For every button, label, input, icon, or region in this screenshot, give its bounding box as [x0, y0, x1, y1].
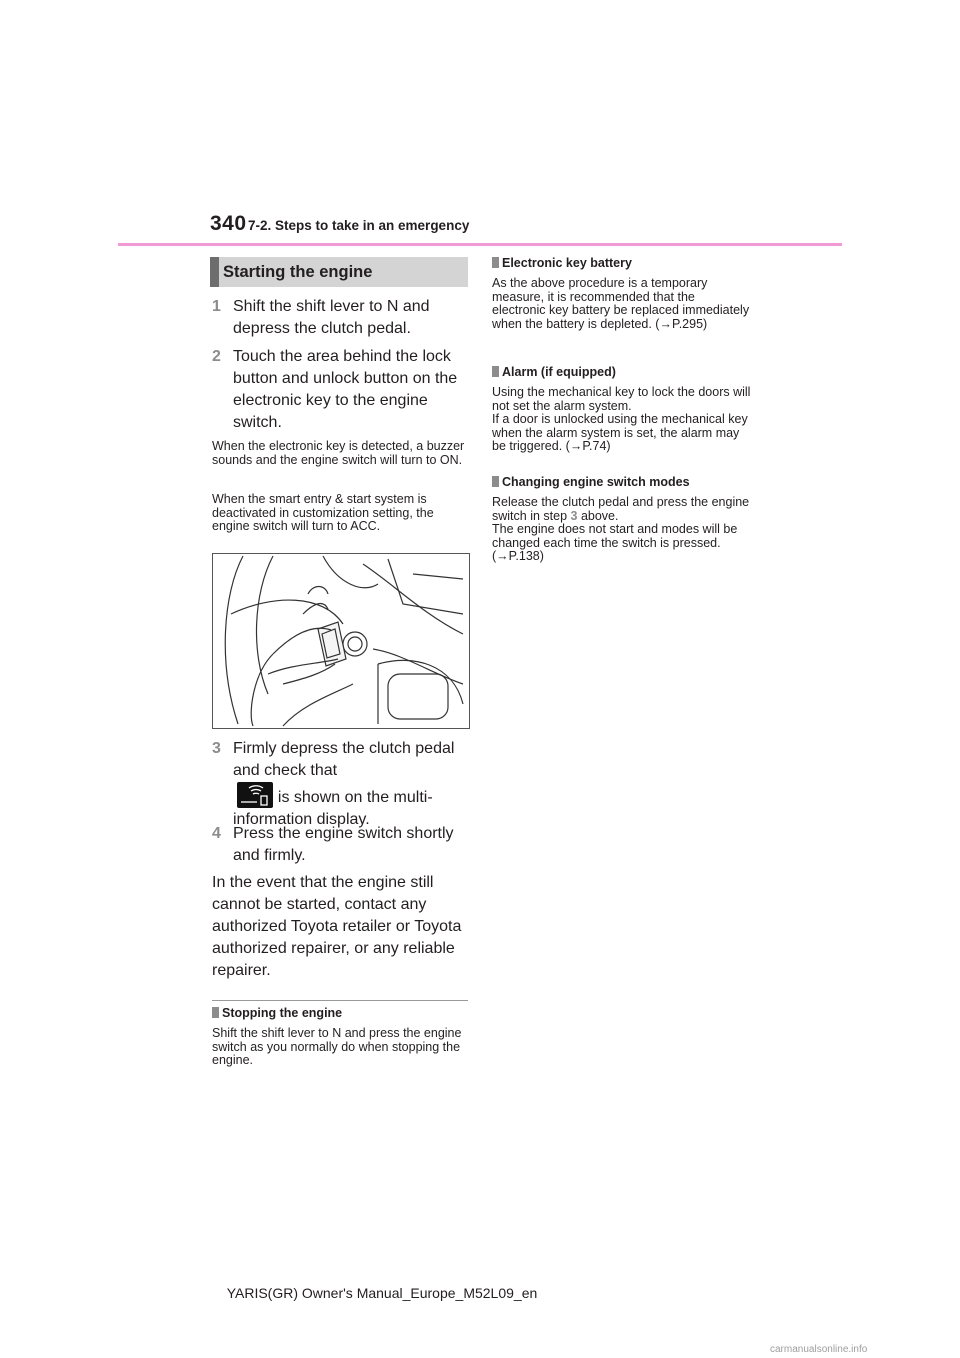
- alarm-text-2: If a door is unlocked using the mechanical key when the alarm system is set, the alarm may be triggered. (→P.74): [492, 412, 748, 453]
- battery-text: As the above procedure is a temporary measure, it is recommended that the electronic key battery be replaced immediately when the battery is depleted. (→P.295): [492, 276, 750, 331]
- section-title: 7-2. Steps to take in an emergency: [248, 218, 470, 233]
- hand-holding-key-illustration: [213, 554, 469, 728]
- step-number: 4: [212, 825, 221, 842]
- watermark: carmanualsonline.info: [770, 1344, 868, 1355]
- note-key-detected: When the electronic key is detected, a buzzer sounds and the engine switch will turn to ON.: [212, 439, 465, 467]
- section-heading-bar: [210, 257, 219, 287]
- engine-switch-illustration: [212, 553, 470, 729]
- closing-paragraph: In the event that the engine still cannot be started, contact any authorized Toyota retailer or Toyota authorized repairer, or any reliable repairer.: [212, 874, 462, 979]
- key-near-engine-switch-icon: [237, 782, 273, 808]
- step-text: Shift the shift lever to N and depress the clutch pedal.: [233, 298, 430, 337]
- page-number: 340: [210, 212, 247, 235]
- stopping-text: Shift the shift lever to N and press the engine switch as you normally do when stopping the engine.: [212, 1026, 462, 1067]
- square-bullet-icon: [212, 1007, 219, 1018]
- header-rule: [118, 243, 842, 246]
- note-acc: When the smart entry & start system is deactivated in customization setting, the engine switch will turn to ACC.: [212, 492, 434, 533]
- alarm-heading: Alarm (if equipped): [492, 365, 616, 379]
- step-number: 1: [212, 298, 221, 315]
- stopping-heading: Stopping the engine: [212, 1006, 342, 1020]
- square-bullet-icon: [492, 257, 499, 268]
- section-heading: Starting the engine: [223, 263, 373, 281]
- step-text: Touch the area behind the lock button and unlock button on the electronic key to the engine switch.: [233, 348, 458, 431]
- step-4: [212, 823, 474, 867]
- step-text: is shown on the multi-information display.: [233, 789, 433, 828]
- alarm-text-1: Using the mechanical key to lock the doors will not set the alarm system.: [492, 385, 751, 413]
- step-3: [212, 738, 474, 831]
- step-number: 3: [212, 740, 221, 757]
- modes-text-2: The engine does not start and modes will be changed each time the switch is pressed. (→P.138): [492, 522, 738, 563]
- step-text: Firmly depress the clutch pedal and check that: [233, 740, 455, 779]
- step-text: Press the engine switch shortly and firmly.: [233, 825, 454, 864]
- battery-heading: Electronic key battery: [492, 256, 632, 270]
- footer-manual-id: YARIS(GR) Owner's Manual_Europe_M52L09_en: [226, 1285, 538, 1301]
- square-bullet-icon: [492, 366, 499, 377]
- modes-heading: Changing engine switch modes: [492, 475, 690, 489]
- modes-text-1: Release the clutch pedal and press the engine switch in step 3 above.: [492, 495, 750, 523]
- step-2: [212, 346, 474, 434]
- divider: [212, 1000, 468, 1001]
- step-number: 2: [212, 348, 221, 365]
- step-1: [212, 296, 474, 340]
- square-bullet-icon: [492, 476, 499, 487]
